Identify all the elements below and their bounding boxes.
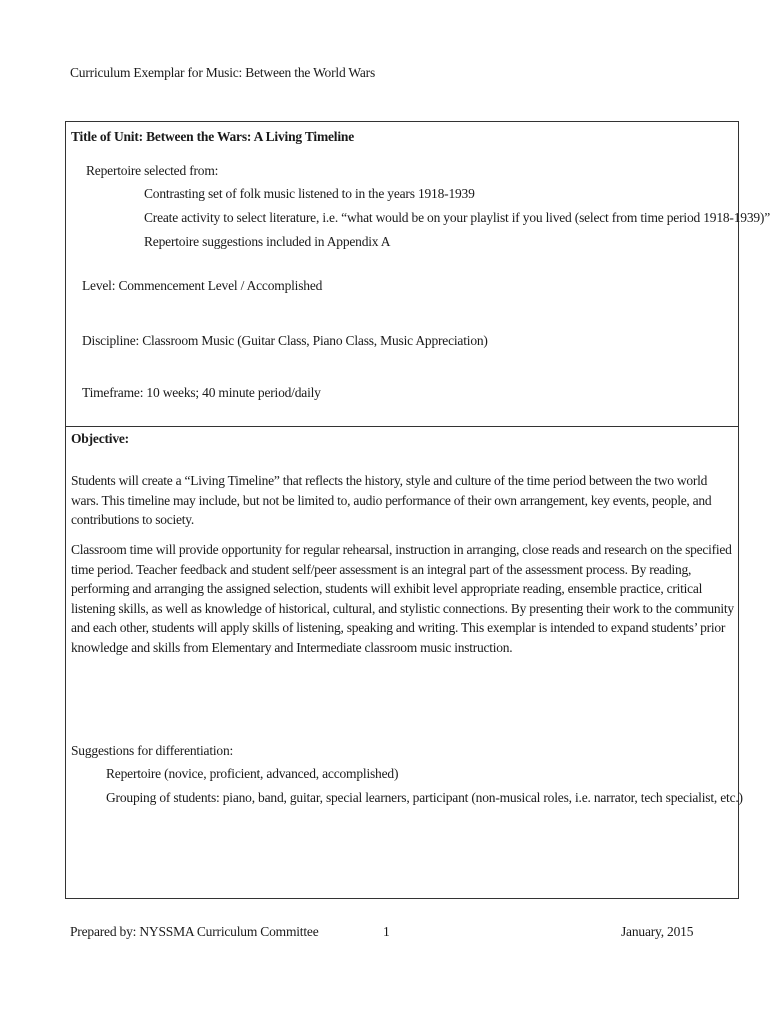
- objective-paragraph: Students will create a “Living Timeline” that reflects the history, style and culture of the time period between the two world wars. This timeline may include, but not be limited to, audio performance of their own arrangement, key events, people, and contributions to society.: [71, 473, 712, 527]
- unit-frame: [65, 121, 770, 899]
- differentiation-label: Suggestions for differentiation:: [71, 743, 234, 758]
- differentiation-item: Grouping of students: piano, band, guitar, special learners, participant (non-musical roles, i.e. narrator, tech specialist, etc.): [106, 790, 743, 805]
- level-line: Level: Commencement Level / Accomplished: [82, 278, 323, 293]
- repertoire-item: Create activity to select literature, i.e. “what would be on your playlist if you lived (select from time period 1918-1939)”: [144, 210, 770, 225]
- footer-page-number: 1: [383, 924, 390, 939]
- section-divider: [66, 426, 738, 427]
- page-header: Curriculum Exemplar for Music: Between the World Wars: [70, 65, 376, 80]
- footer-prepared-by: Prepared by: NYSSMA Curriculum Committee: [70, 924, 319, 939]
- timeframe-line: Timeframe: 10 weeks; 40 minute period/daily: [82, 385, 321, 400]
- repertoire-item: Contrasting set of folk music listened to in the years 1918-1939: [144, 186, 475, 201]
- repertoire-item: Repertoire suggestions included in Appendix A: [144, 234, 391, 249]
- footer-date: January, 2015: [621, 924, 694, 939]
- repertoire-label: Repertoire selected from:: [86, 163, 219, 178]
- objective-paragraph: Classroom time will provide opportunity for regular rehearsal, instruction in arranging, close reads and research on the specified time period. Teacher feedback and student self/peer assessment is an integral part of the assessment process. By reading, performing and arranging the assigned selection, students will exhibit level appropriate reading, ensemble practice, critical listening skills, as well as knowledge of historical, cultural, and stylistic connections. By presenting their work to the community and each other, students will apply skills of listening, speaking and writing. This exemplar is intended to expand students’ prior knowledge and skills from Elementary and Intermediate classroom music instruction.: [71, 542, 734, 655]
- objective-heading: Objective:: [71, 431, 129, 446]
- discipline-line: Discipline: Classroom Music (Guitar Class, Piano Class, Music Appreciation): [82, 333, 488, 348]
- differentiation-item: Repertoire (novice, proficient, advanced, accomplished): [106, 766, 399, 781]
- unit-title: Title of Unit: Between the Wars: A Living Timeline: [71, 129, 355, 144]
